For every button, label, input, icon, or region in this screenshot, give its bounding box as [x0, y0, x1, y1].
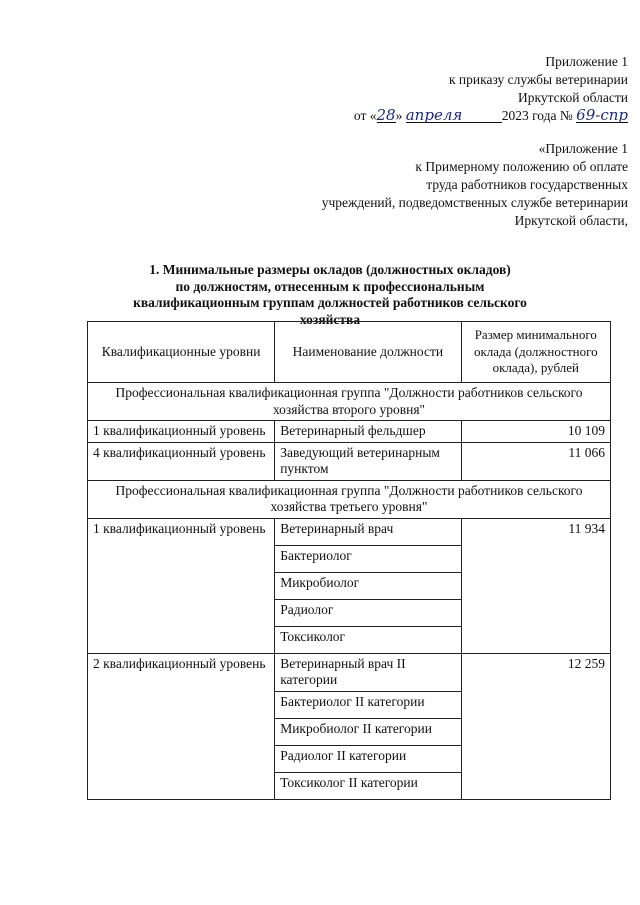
header-position: Наименование должности [275, 322, 461, 383]
position-cell: Бактериолог II категории [275, 691, 461, 718]
order-day: 28 [376, 106, 396, 124]
salary-cell: 10 109 [461, 421, 610, 443]
sub-header-line: труда работников государственных [426, 177, 628, 192]
title-line: по должностям, отнесенным к профессиональным [175, 278, 485, 294]
appendix-title: Приложение 1 [545, 54, 628, 69]
appendix-region: Иркутской области [517, 90, 628, 105]
sub-header [322, 140, 628, 230]
title-line: хозяйства [299, 311, 361, 327]
salary-cell: 12 259 [461, 653, 610, 799]
sub-header-line: к Примерному положению об оплате [415, 159, 628, 174]
position-cell: Ветеринарный врач II категории [275, 653, 461, 691]
appendix-to: к приказу службы ветеринарии [449, 72, 628, 87]
position-cell: Токсиколог [275, 626, 461, 653]
order-year: 2023 года № [501, 108, 573, 123]
order-line [354, 107, 628, 125]
table-header-row [88, 322, 611, 383]
position-cell: Заведующий ветеринарным пунктом [275, 442, 461, 480]
level-cell: 4 квалификационный уровень [88, 442, 275, 480]
order-number: 69-спр [576, 106, 628, 124]
level-cell: 2 квалификационный уровень [88, 653, 275, 799]
table-row [88, 518, 611, 545]
order-day-close: » [395, 108, 403, 123]
table-row [88, 442, 611, 480]
header-levels: Квалификационные уровни [88, 322, 275, 383]
section-title [90, 262, 570, 328]
table-row [88, 653, 611, 691]
salary-cell: 11 066 [461, 442, 610, 480]
level-cell: 1 квалификационный уровень [88, 518, 275, 653]
position-cell: Ветеринарный врач [275, 518, 461, 545]
group-row [88, 480, 611, 518]
appendix-header [354, 53, 628, 125]
title-line: 1. Минимальные размеры окладов (должностных окладов) [149, 262, 511, 277]
position-cell: Микробиолог II категории [275, 718, 461, 745]
order-prefix: от « [353, 108, 377, 123]
title-line: квалификационным группам должностей работников сельского [133, 295, 527, 310]
group-title-3rd-level: Профессиональная квалификационная группа "Должности работников сельского хозяйства третьего уровня" [88, 480, 611, 518]
position-cell: Бактериолог [275, 545, 461, 572]
position-cell: Ветеринарный фельдшер [275, 421, 461, 443]
position-cell: Токсиколог II категории [275, 772, 461, 799]
sub-header-line: Иркутской области, [514, 213, 628, 228]
level-cell: 1 квалификационный уровень [88, 421, 275, 443]
salary-table [87, 321, 611, 800]
salary-cell: 11 934 [461, 518, 610, 653]
group-row [88, 383, 611, 421]
order-month: апреля [406, 108, 502, 123]
position-cell: Радиолог [275, 599, 461, 626]
sub-header-line: «Приложение 1 [538, 141, 628, 156]
group-title-2nd-level: Профессиональная квалификационная группа "Должности работников сельского хозяйства второго уровня" [88, 383, 611, 421]
sub-header-line: учреждений, подведомственных службе ветеринарии [321, 195, 628, 210]
table-row [88, 421, 611, 443]
header-salary: Размер минимального оклада (должностного оклада), рублей [461, 322, 610, 383]
position-cell: Радиолог II категории [275, 745, 461, 772]
position-cell: Микробиолог [275, 572, 461, 599]
